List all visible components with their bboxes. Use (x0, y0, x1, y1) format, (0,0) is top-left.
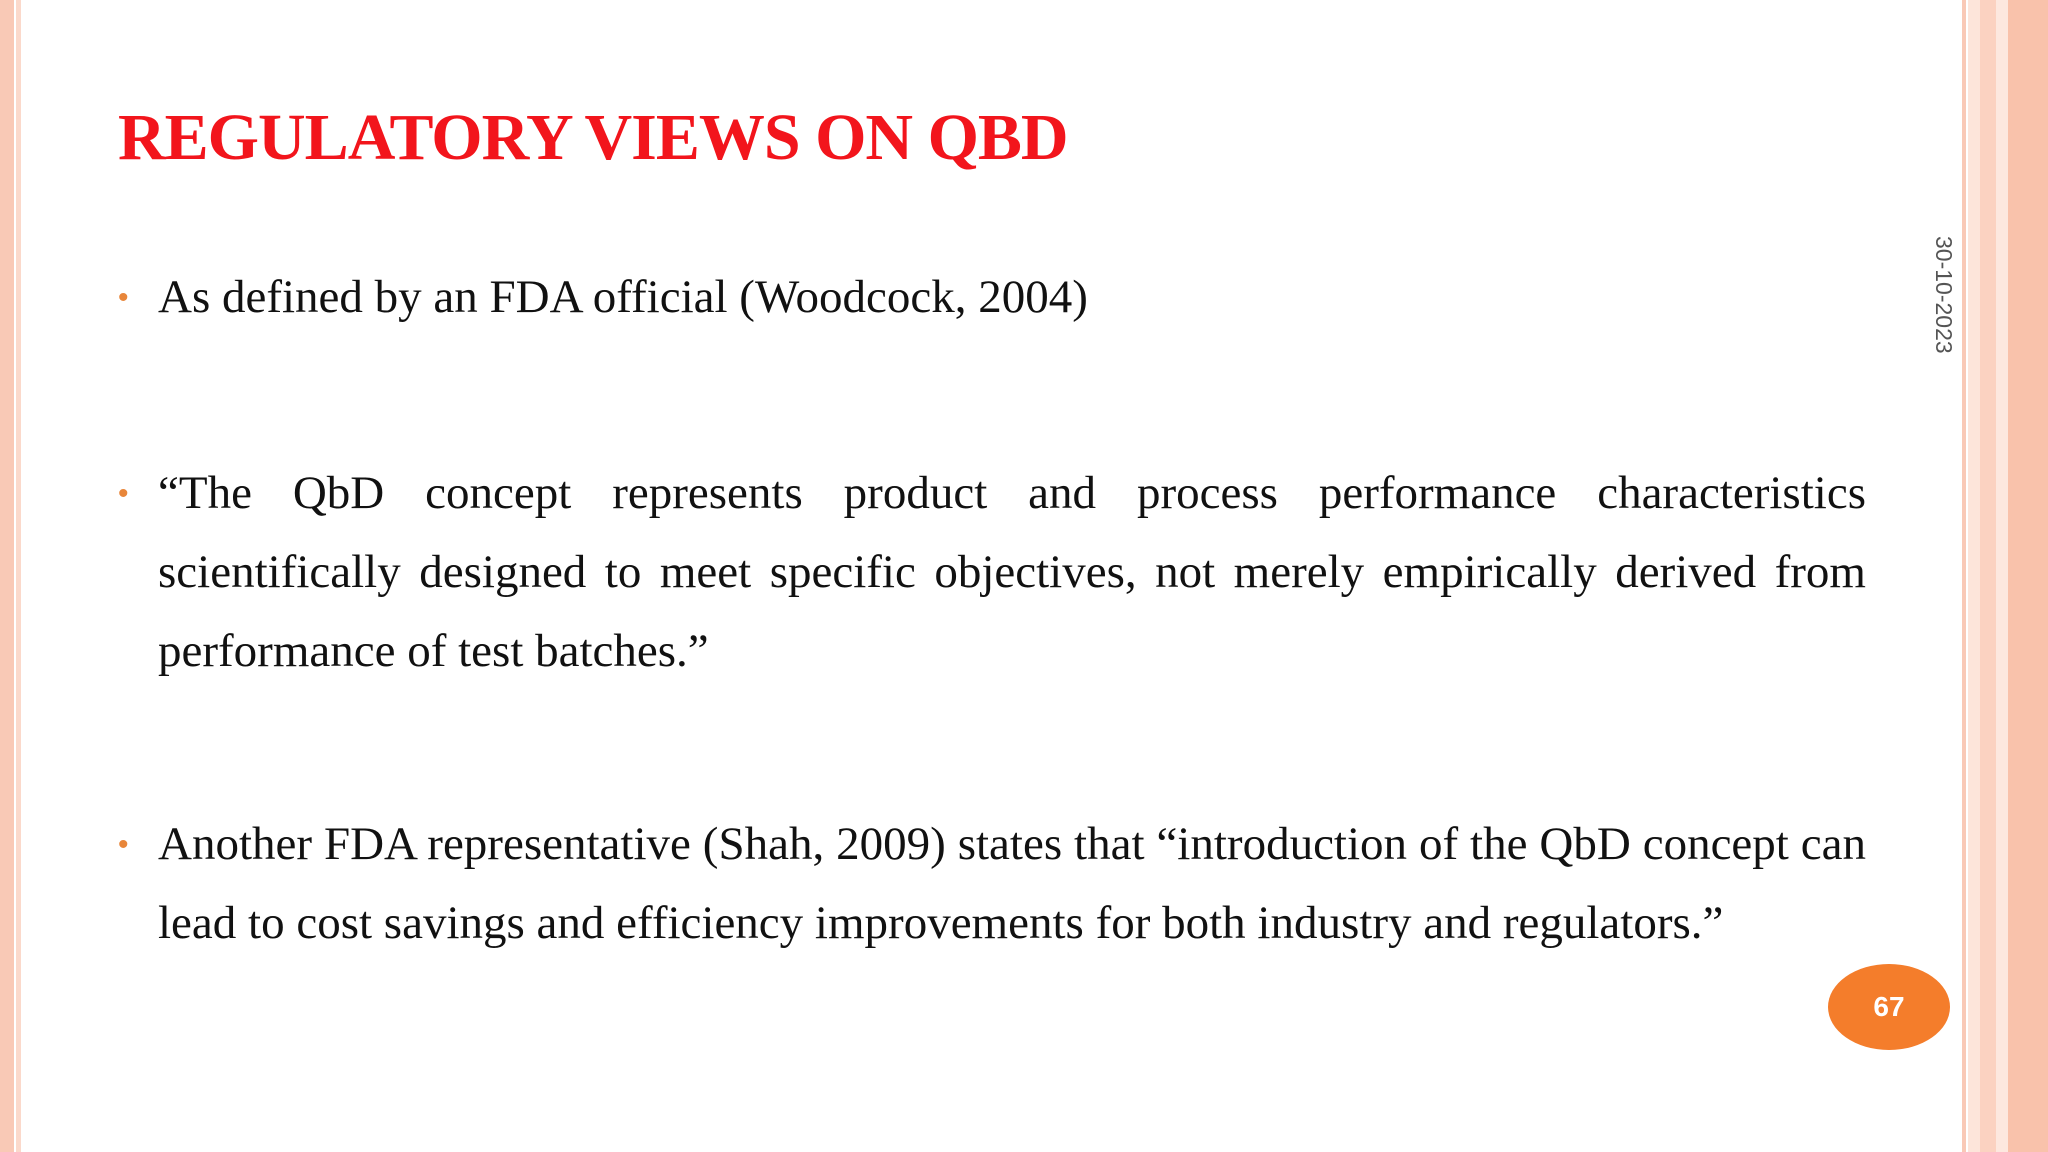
left-border-stripe (0, 0, 14, 1152)
bullet-item (118, 258, 1866, 337)
right-border-stripe-d (2008, 0, 2048, 1152)
slide-title: REGULATORY VIEWS ON QBD (118, 101, 1068, 174)
bullet-item (118, 454, 1866, 691)
bullet-marker: • (118, 828, 129, 861)
bullet-text: “The QbD concept represents product and process performance characteristics scientifically designed to meet specific objectives, not merely empirically derived from performance of test batches.” (158, 467, 1866, 677)
right-border-stripe-c (1996, 0, 2008, 1152)
bullet-marker: • (118, 477, 129, 510)
bullet-text: Another FDA representative (Shah, 2009) states that “introduction of the QbD concept can lead to cost savings and efficiency improvements for both industry and regulators.” (158, 818, 1866, 949)
bullet-text: As defined by an FDA official (Woodcock, 2004) (158, 271, 1088, 323)
left-border-stripe-inner (16, 0, 21, 1152)
right-border-line (1962, 0, 1966, 1152)
right-border-stripe-b (1980, 0, 1996, 1152)
page-number-badge: 67 (1828, 964, 1950, 1050)
bullet-item (118, 805, 1866, 963)
right-border-stripe-a (1968, 0, 1980, 1152)
slide-date: 30-10-2023 (1931, 236, 1957, 354)
bullet-marker: • (118, 281, 129, 314)
